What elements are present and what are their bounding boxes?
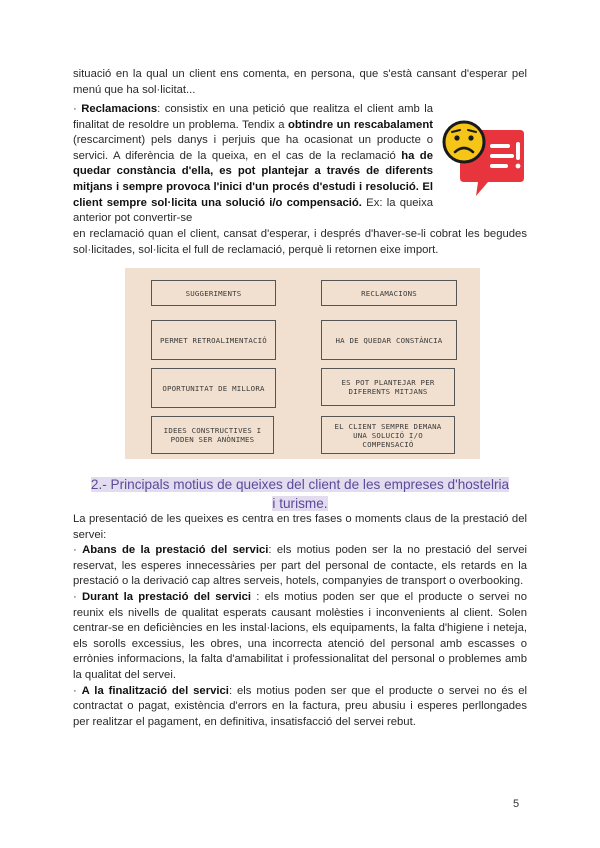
section-2-body xyxy=(73,512,527,730)
diagram-box-reclamacions: RECLAMACIONS xyxy=(321,280,457,306)
reclamacions-text-2: (rescarciment) pels danys i perjuis que ha ocasionat un producte o servici. A diferència de la queixa, en el cas de la reclamació xyxy=(73,134,433,162)
comparison-diagram xyxy=(125,268,480,459)
section-2-heading-line-1: 2.- Principals motius de queixes del client de les empreses d'hostelria xyxy=(90,477,510,492)
reclamacions-continuation: en reclamació quan el client, cansat d'esperar, i després d'haver-se-li cobrat les begudes sol·licitades, sol·licita el full de reclamació, perquè li retornen eixe import. xyxy=(73,228,527,256)
bullet: · xyxy=(73,590,82,603)
phase-text-after: : els motius poden ser que el producte o servei no és el contractat o pagat, existència d'errors en la factura, preu abusiu i esperes perllongades per realitzar el pagament, en definitiva, insatisfacció del servei rebut. xyxy=(73,684,528,728)
reclamacions-term: Reclamacions xyxy=(81,103,158,115)
phase-item-before xyxy=(73,543,527,590)
reclamacions-bold-1: obtindre un rescabalament xyxy=(287,118,433,131)
phase-item-after xyxy=(73,684,527,731)
phase-term-before: Abans de la prestació del servici xyxy=(82,544,269,557)
diagram-box-suggeriments: SUGGERIMENTS xyxy=(151,280,276,306)
reclamacions-text-3: Ex: la queixa anterior pot convertir-se xyxy=(73,196,433,225)
bullet: · xyxy=(73,544,83,557)
bullet: · xyxy=(73,103,82,115)
section-2-heading-line-2: i turisme. xyxy=(272,496,328,511)
diagram-box-left-2: OPORTUNITAT DE MILLORA xyxy=(151,368,276,408)
section-2-intro: La presentació de les queixes es centra en tres fases o moments claus de la prestació del servei: xyxy=(73,513,527,541)
phase-item-during xyxy=(73,590,527,684)
page-number: 5 xyxy=(513,798,520,810)
phase-text-during: : els motius poden ser que el producte o servei no reunix els nivells de qualitat esperats causant molèsties i inconvenients al client. Solen centrar-se en deficiències en les instal·lacions, els equipaments, la falta d'higiene i neteja, els sorolls excessius, les obres, una incorrecta atenció del personal amb escasses o errònies informacions, la falta d'amabilitat i professionalitat del personal o problemes amb la qualitat del servei. xyxy=(73,590,527,681)
section-2-heading xyxy=(73,475,527,513)
reclamacions-paragraph xyxy=(73,102,433,227)
diagram-box-right-1: HA DE QUEDAR CONSTÀNCIA xyxy=(321,320,457,360)
diagram-box-left-3: IDEES CONSTRUCTIVES I PODEN SER ANÒNIMES xyxy=(151,416,274,454)
reclamacions-bold-2: ha de quedar constància d'ella, es pot plantejar a través de diferents mitjans i sempre provoca l'inici d'un procés d'estudi i resolució. El client sempre sol·licita una solució i/o compensació. xyxy=(73,149,433,209)
phase-term-during: Durant la prestació del servici xyxy=(81,590,252,603)
diagram-box-right-3: EL CLIENT SEMPRE DEMANA UNA SOLUCIÓ I/O COMPENSACIÓ xyxy=(321,416,455,454)
complaint-chat-icon xyxy=(442,116,526,204)
phase-text-before: : els motius poden ser la no prestació del servei reservat, les esperes innecessàries per part del personal de contacte, els retards en la prestació o la derivació cap altres serveis, hotels, companyies de transport o overbooking. xyxy=(73,544,527,588)
diagram-box-left-1: PERMET RETROALIMENTACIÓ xyxy=(151,320,276,360)
phase-term-after: A la finalització del servici xyxy=(81,684,229,697)
diagram-box-right-2: ES POT PLANTEJAR PER DIFERENTS MITJANS xyxy=(321,368,455,406)
reclamacions-text-1: : consistix en una petició que realitza el client amb la finalitat de resoldre un problema. Tendix a xyxy=(73,103,433,131)
intro-paragraph: situació en la qual un client ens comenta, en persona, que s'està cansant d'esperar pel menú que ha sol·licitat... xyxy=(73,68,527,96)
bullet: · xyxy=(73,684,82,697)
